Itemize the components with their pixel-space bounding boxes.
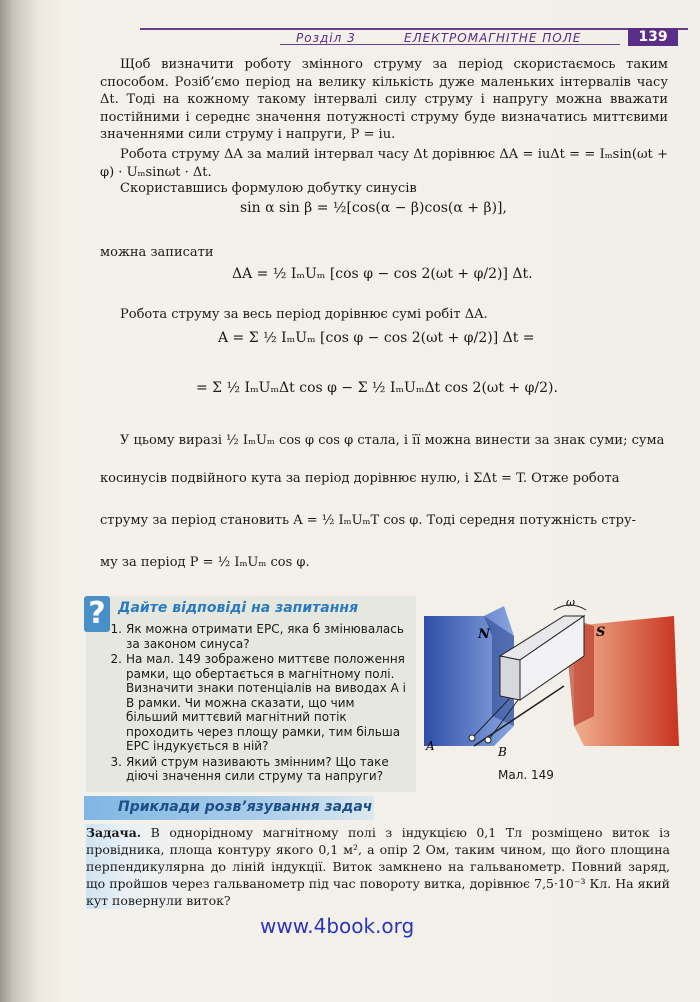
text-fragment: . Отже робота	[522, 471, 620, 486]
formula-inline: ½ IₘUₘ cos φ	[226, 433, 315, 448]
question-item	[106, 622, 406, 651]
formula-inline: ΣΔt = T	[473, 471, 523, 486]
header-section: Розділ 3	[296, 31, 356, 45]
formula-sine-product	[240, 200, 507, 216]
questions-title: Дайте відповіді на запитання	[118, 600, 359, 616]
paragraph-can-write: можна записати	[100, 245, 214, 260]
formula-text: sin α sin β = ½[cos(α − β)cos(α + β)],	[240, 200, 507, 216]
paragraph-intro: Щоб визначити роботу змінного струму за період скористаємось таким способом. Розіб’ємо період на велику кількість дуже маленьких інтервалів часу Δt. Тоді на кожному такому інтервалі силу струму і напругу можна вважати постійними і середнє значення потужності струму буде визначатись миттєвими значеннями сили струму і напруги, P = iu.	[100, 57, 668, 142]
question-mark-icon: ?	[84, 596, 110, 632]
formula-text: = Σ ½ IₘUₘΔt cos φ − Σ ½ IₘUₘΔt cos 2(ωt + φ/2).	[196, 380, 558, 396]
formula-a-expanded	[196, 380, 558, 396]
page-number: 139	[628, 28, 678, 46]
paragraph-work: Робота струму ΔA за малий інтервал часу Δt дорівнює ΔA = iuΔt = = Iₘsin(ωt + φ) · Uₘsinωt · Δt.	[100, 147, 668, 180]
task-problem	[86, 824, 670, 909]
text-fragment: У цьому виразі	[120, 433, 222, 448]
question-text: Як можна отримати ЕРС, яка б змінювалась за законом синуса?	[126, 622, 404, 651]
text-fragment: косинусів подвійного кута за період дорівнює нулю, і	[100, 471, 469, 486]
task-text: В однорідному магнітному полі з індукцією 0,1 Тл розміщено виток із провідника, площа контуру якого 0,1 м², а опір 2 Ом, таким чином, що його площина перпендикулярна до ліній індукції. Виток замкнено на гальванометр. Повний заряд, що пройшов через гальванометр під час повороту витка, дорівнює 7,5·10⁻³ Кл. На який кут повернули виток?	[86, 825, 670, 908]
paragraph-sine-product: Скориставшись формулою добутку синусів	[120, 181, 417, 196]
question-number: 2.	[110, 652, 122, 666]
formula-inline: A = ½ IₘUₘT cos φ	[293, 513, 419, 528]
terminal-b	[485, 737, 491, 743]
label-omega: ω	[566, 596, 575, 609]
frame-side	[500, 656, 520, 700]
task-label: Задача.	[86, 825, 142, 840]
label-south: S	[596, 625, 606, 640]
question-text: Який струм називають змінним? Що таке діючі значення сили струму та напруги?	[126, 754, 389, 783]
formula-text: A = Σ ½ IₘUₘ [cos φ − cos 2(ωt + φ/2)] Δt =	[218, 330, 535, 346]
watermark-link[interactable]: www.4book.org	[260, 914, 415, 938]
terminal-a	[469, 735, 475, 741]
header-rule	[140, 28, 688, 30]
formula-text: ΔA = ½ IₘUₘ [cos φ − cos 2(ωt + φ/2)] Δt.	[232, 266, 533, 282]
label-north: N	[478, 627, 490, 642]
text-fragment: му за період	[100, 555, 186, 570]
paragraph-total-work: Робота струму за весь період дорівнює сумі робіт ΔA.	[120, 307, 488, 322]
questions-list	[106, 622, 406, 785]
paragraph-cosines	[100, 470, 668, 488]
formula-delta-a	[232, 266, 533, 282]
text-fragment: струму за період становить	[100, 513, 290, 528]
formula-a-sum	[218, 330, 535, 346]
text-fragment: . Тоді середня потужність стру-	[418, 513, 637, 528]
examples-title: Приклади розв’язування задач	[118, 799, 373, 815]
paragraph-constant	[100, 432, 668, 450]
header-chapter: ЕЛЕКТРОМАГНІТНЕ ПОЛЕ	[404, 31, 582, 45]
question-item	[106, 652, 406, 754]
figure-caption: Мал. 149	[498, 768, 554, 782]
label-b: B	[498, 745, 507, 756]
paragraph-power	[100, 554, 668, 572]
text-fragment: cos φ стала, і її можна винести за знак суми; сума	[318, 433, 665, 448]
label-a: A	[426, 739, 435, 753]
question-item	[106, 755, 406, 784]
paragraph-work-period	[100, 512, 668, 530]
question-text: На мал. 149 зображено миттєве положення рамки, що обертається в магнітному полі. Визначити знаки потенціалів на виводах A і B рамки. Чи можна сказати, що чим більший миттєвий магнітний потік проходить через площу рамки, тим більша ЕРС індукується в ній?	[126, 652, 406, 753]
figure-149-rotating-frame	[414, 596, 684, 756]
formula-inline: P = ½ IₘUₘ cos φ.	[189, 555, 310, 570]
question-number: 1.	[110, 622, 122, 636]
question-number: 3.	[110, 754, 122, 769]
